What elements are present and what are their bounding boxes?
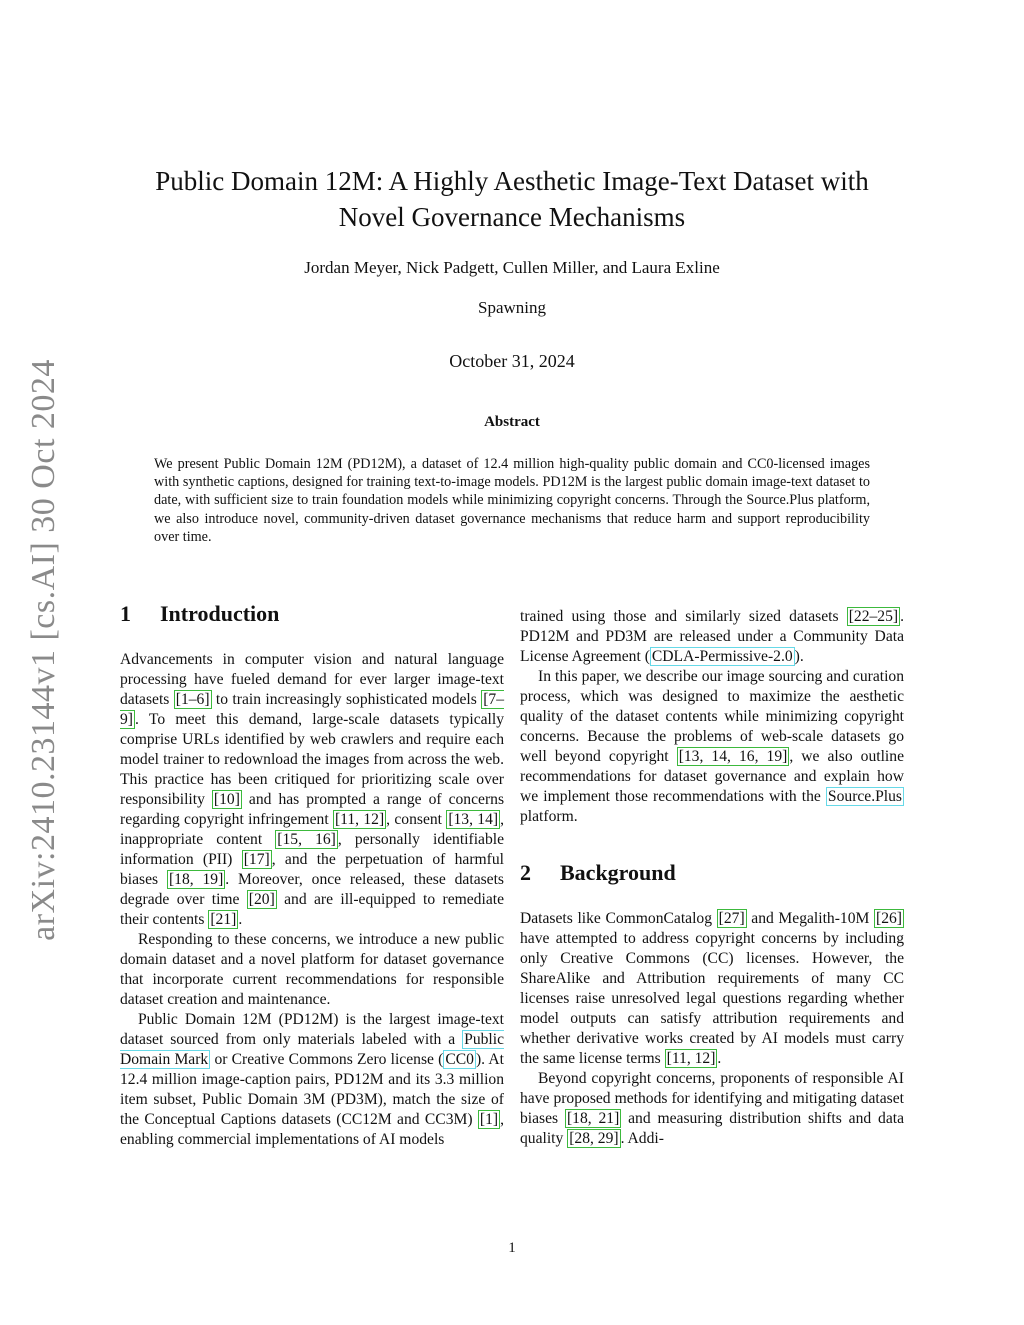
intro-paragraph-2: Responding to these concerns, we introduce a new public domain dataset and a novel platform for dataset governance that incorporate current recommendations for responsible dataset creation and maintenance. — [120, 931, 504, 1008]
abstract-heading: Abstract — [484, 414, 540, 430]
section-title: Background — [560, 860, 676, 885]
source-plus-link[interactable]: Source.Plus — [827, 788, 902, 805]
section-heading-introduction — [120, 600, 504, 628]
title-line-2: Novel Governance Mechanisms — [338, 202, 686, 232]
citation-link[interactable]: [27] — [718, 910, 745, 927]
background-paragraph-1: Datasets like CommonCatalog [27] and Megalith-10M [26] have attempted to address copyright concerns by including only Creative Commons (CC) licenses. However, the ShareAlike and Attribution requirements of many CC licenses raise unresolved legal questions regarding whether model outputs can satisfy attribution requirements and whether derivative works created by AI models must carry the same license terms [11, 12] . — [520, 910, 904, 1067]
section-number: 2 — [520, 860, 531, 885]
intro-paragraph-3: Public Domain 12M (PD12M) is the largest image-text dataset sourced from only materials labeled with a Public Domain Mark or Creative Commons Zero license ( CC0 ). At 12.4 million image-caption pairs, PD12M and its 3.3 million item subset, Public Domain 3M (PD3M), match the size of the Conceptual Captions datasets (CC12M and CC3M) [1] , enabling commercial implementations of AI models — [120, 1011, 504, 1148]
public-domain-mark-link[interactable]: Public Domain Mark — [120, 1031, 504, 1068]
citation-link[interactable]: [18, 19] — [168, 871, 224, 888]
citation-link[interactable]: [11, 12] — [666, 1050, 716, 1067]
citation-link[interactable]: [7–9] — [120, 691, 504, 728]
citation-link[interactable]: [21] — [210, 911, 237, 928]
abstract-body: We present Public Domain 12M (PD12M), a dataset of 12.4 million high-quality public domain and CC0-licensed images with synthetic captions, designed for training text-to-image models. PD12M is the largest public domain image-text dataset to date, with sufficient size to train foundation models while minimizing copyright concerns. Through the Source.Plus platform, we also introduce novel, community-driven dataset governance mechanisms that reduce harm and support reproducibility over time. — [154, 456, 870, 545]
citation-link[interactable]: [26] — [876, 910, 902, 927]
citation-link[interactable]: [13, 14, 16, 19] — [678, 748, 788, 765]
intro-paragraph-3-continued: trained using those and similarly sized datasets [22–25] . PD12M and PD3M are released under a Community Data License Agreement ( CDLA-Permissive-2.0 ). — [520, 608, 904, 665]
section-title: Introduction — [160, 601, 280, 626]
author-list: Jordan Meyer, Nick Padgett, Cullen Miller, and Laura Exline — [304, 258, 720, 277]
citation-link[interactable]: [1–6] — [175, 691, 210, 708]
right-column — [520, 607, 904, 1149]
page-number: 1 — [508, 1240, 516, 1256]
citation-link[interactable]: [17] — [243, 851, 270, 868]
cc0-link[interactable]: CC0 — [445, 1051, 474, 1068]
section-heading-background — [520, 859, 904, 887]
citation-link[interactable]: [20] — [248, 891, 275, 908]
left-column — [120, 600, 504, 1150]
citation-link[interactable]: [10] — [213, 791, 240, 808]
affiliation: Spawning — [478, 298, 546, 317]
intro-paragraph-4: In this paper, we describe our image sourcing and curation process, which was designed to maximize the aesthetic quality of the dataset contents while minimizing copyright concerns. Because the problems of web-scale datasets go well beyond copyright [13, 14, 16, 19] , we also outline recommendations for dataset governance and explain how we implement those recommendations with the Source.Plus platform. — [520, 668, 904, 825]
citation-link[interactable]: [1] — [479, 1111, 499, 1128]
citation-link[interactable]: [22–25] — [848, 608, 899, 625]
citation-link[interactable]: [15, 16] — [277, 831, 336, 848]
citation-link[interactable]: [18, 21] — [566, 1110, 620, 1127]
background-paragraph-2: Beyond copyright concerns, proponents of responsible AI have proposed methods for identifying and mitigating dataset biases [18, 21] and measuring distribution shifts and data quality [28, 29] . Addi- — [520, 1070, 904, 1147]
arxiv-identifier-stamp: arXiv:2410.23144v1 [cs.AI] 30 Oct 2024 — [25, 359, 62, 941]
citation-link[interactable]: [11, 12] — [334, 811, 385, 828]
title-line-1: Public Domain 12M: A Highly Aesthetic Image-Text Dataset with — [155, 166, 869, 196]
paper-title — [100, 163, 924, 235]
section-number: 1 — [120, 601, 131, 626]
citation-link[interactable]: [13, 14] — [448, 811, 499, 828]
cdla-license-link[interactable]: CDLA-Permissive-2.0 — [651, 648, 793, 665]
publication-date: October 31, 2024 — [449, 351, 575, 371]
citation-link[interactable]: [28, 29] — [569, 1130, 619, 1147]
intro-paragraph-1: Advancements in computer vision and natural language processing have fueled demand for ever larger image-text datasets [1–6] to train increasingly sophisticated models [7–9] . To meet this demand, large-scale datasets typically comprise URLs identified by web crawlers and require each model trainer to redownload the images from across the web. This practice has been critiqued for prioritizing scale over responsibility [10] and has prompted a range of concerns regarding copyright infringement [11, 12] , consent [13, 14] , inappropriate content [15, 16] , personally identifiable information (PII) [17] , and the perpetuation of harmful biases [18, 19] . Moreover, once released, these datasets degrade over time [20] and are ill-equipped to remediate their contents [21] . — [120, 651, 505, 928]
